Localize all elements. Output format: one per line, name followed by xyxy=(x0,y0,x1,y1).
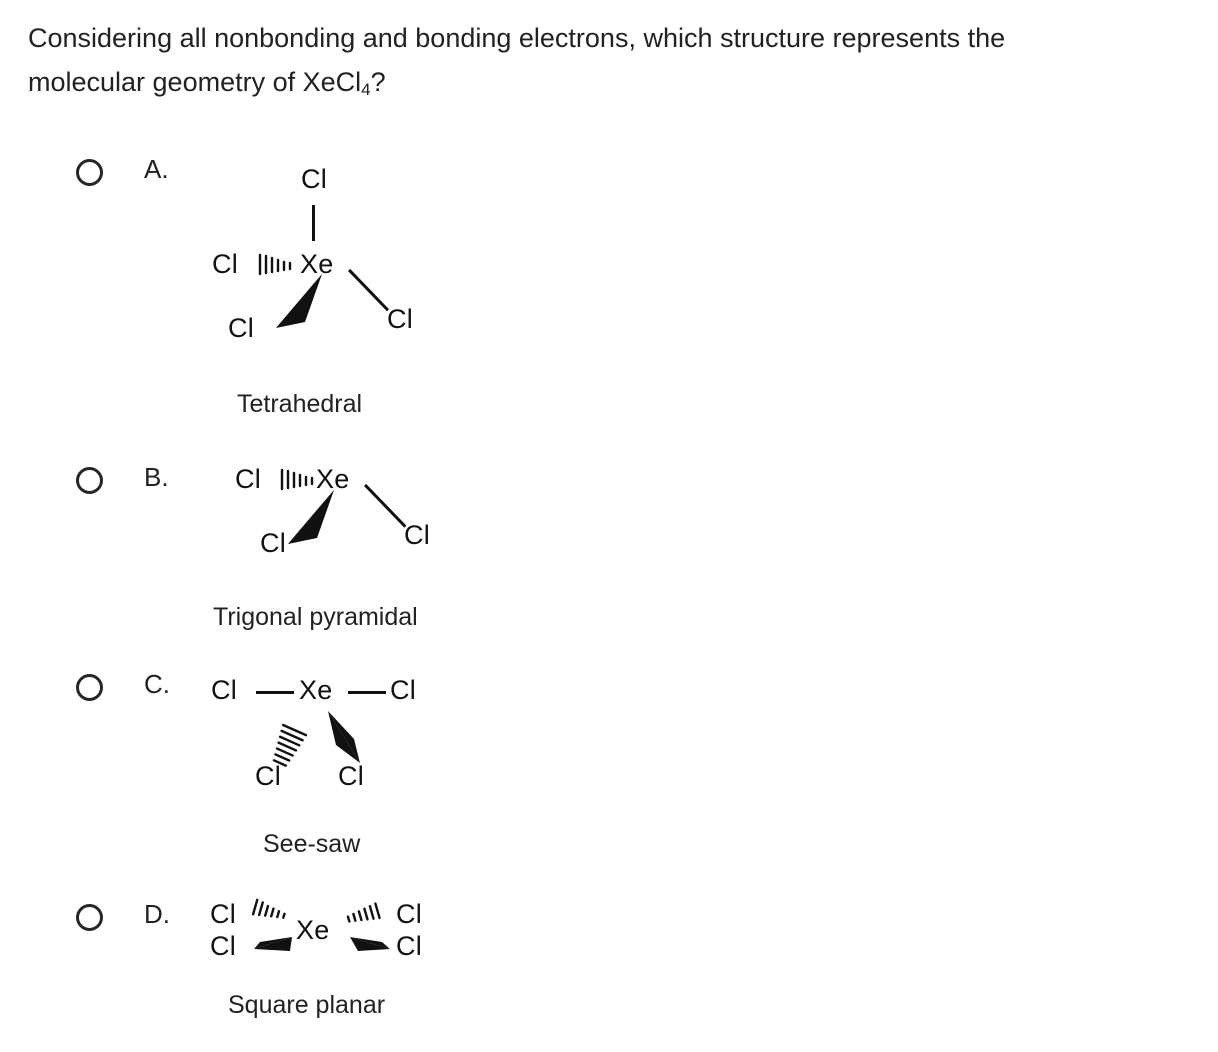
atom-d-center-xe: Xe xyxy=(296,915,330,945)
atom-a-center-xe: Xe xyxy=(300,249,334,279)
option-a-letter: A. xyxy=(144,154,169,184)
atom-a-left-cl: Cl xyxy=(212,249,239,279)
radio-option-c[interactable] xyxy=(76,674,103,701)
question-line-1: Considering all nonbonding and bonding electrons, which structure represents the xyxy=(28,23,1006,53)
option-b-caption: Trigonal pyramidal xyxy=(213,603,418,631)
bond-c-wedge xyxy=(320,709,376,769)
bond-d-wedge-right xyxy=(348,933,394,959)
atom-c-wedge-cl: Cl xyxy=(338,761,365,791)
atom-d-top-left-cl: Cl xyxy=(210,899,237,929)
structure-b xyxy=(200,458,520,578)
atom-c-left-cl: Cl xyxy=(211,675,238,705)
bond-d-wedge-left xyxy=(250,933,296,959)
option-a-caption: Tetrahedral xyxy=(237,390,363,418)
option-b-letter: B. xyxy=(144,462,169,492)
option-d-caption: Square planar xyxy=(228,991,386,1019)
atom-a-wedge-cl: Cl xyxy=(228,313,255,343)
atom-d-bottom-right-cl: Cl xyxy=(396,931,423,961)
atom-c-hashed-cl: Cl xyxy=(255,761,282,791)
atom-c-center-xe: Xe xyxy=(299,675,333,705)
atom-b-wedge-cl: Cl xyxy=(260,528,287,558)
radio-option-a[interactable] xyxy=(76,159,103,186)
radio-option-d[interactable] xyxy=(76,904,103,931)
structure-d xyxy=(200,895,520,985)
question-line-2-suffix: ? xyxy=(370,67,386,97)
bond-a-right xyxy=(348,269,389,311)
atom-a-right-cl: Cl xyxy=(387,304,414,334)
atom-d-top-right-cl: Cl xyxy=(396,899,423,929)
bond-a-vertical xyxy=(312,205,315,241)
radio-option-b[interactable] xyxy=(76,467,103,494)
atom-b-left-cl: Cl xyxy=(235,464,262,494)
structure-a xyxy=(200,150,520,360)
atom-b-center-xe: Xe xyxy=(316,464,350,494)
bond-c-hashed xyxy=(262,709,318,769)
bond-b-right xyxy=(364,484,406,528)
structure-c xyxy=(200,665,520,795)
bond-c-right xyxy=(348,691,386,694)
question-line-2-prefix: molecular geometry of XeCl xyxy=(28,67,362,97)
atom-b-right-cl: Cl xyxy=(404,520,431,550)
bond-d-hashed-right xyxy=(346,901,390,927)
option-d-letter: D. xyxy=(144,899,170,929)
formula-subscript: 4 xyxy=(361,80,371,99)
question-line-2 xyxy=(28,60,1198,112)
question-text xyxy=(28,16,1198,112)
atom-d-bottom-left-cl: Cl xyxy=(210,931,237,961)
option-c-letter: C. xyxy=(144,669,170,699)
atom-c-right-cl: Cl xyxy=(390,675,417,705)
bond-d-hashed-left xyxy=(252,901,296,927)
bond-a-wedge xyxy=(258,270,328,340)
atom-a-top-cl: Cl xyxy=(301,164,328,194)
option-c-caption: See-saw xyxy=(263,830,361,858)
bond-c-left xyxy=(256,691,294,694)
